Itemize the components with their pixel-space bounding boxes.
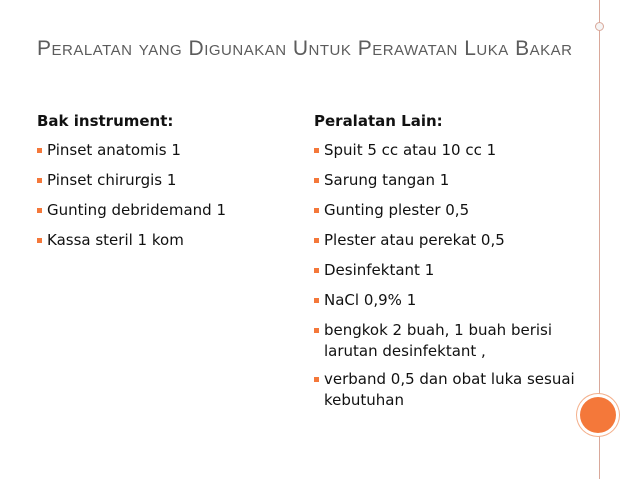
- list-item: [314, 200, 594, 221]
- list-item: [314, 320, 594, 362]
- square-bullet-icon: [37, 148, 42, 153]
- list-item-text: Desinfektant 1: [324, 261, 435, 279]
- list-item: [314, 369, 594, 411]
- list-item: [314, 140, 594, 161]
- slide-title: Peralatan yang Digunakan Untuk Perawatan Luka Bakar: [37, 37, 573, 60]
- square-bullet-icon: [314, 328, 319, 333]
- list-item: [314, 260, 594, 281]
- list-item-text: Kassa steril 1 kom: [47, 231, 184, 249]
- list-item-text: verband 0,5 dan obat luka sesuai kebutuhan: [324, 370, 575, 409]
- list-item-text: Pinset anatomis 1: [47, 141, 181, 159]
- square-bullet-icon: [37, 208, 42, 213]
- square-bullet-icon: [314, 377, 319, 382]
- list-item: [314, 170, 594, 191]
- list-item-text: Gunting debridemand 1: [47, 201, 226, 219]
- square-bullet-icon: [37, 238, 42, 243]
- square-bullet-icon: [314, 148, 319, 153]
- square-bullet-icon: [314, 298, 319, 303]
- left-column: [37, 110, 297, 260]
- decorative-dot-top: [595, 22, 604, 31]
- list-item: [37, 200, 297, 221]
- square-bullet-icon: [314, 208, 319, 213]
- list-item: [37, 230, 297, 251]
- square-bullet-icon: [314, 238, 319, 243]
- list-item-text: Gunting plester 0,5: [324, 201, 470, 219]
- right-column: [314, 110, 594, 418]
- list-item: [37, 170, 297, 191]
- list-item-text: Spuit 5 cc atau 10 cc 1: [324, 141, 497, 159]
- list-item: [314, 290, 594, 311]
- list-item: [37, 140, 297, 161]
- list-item-text: NaCl 0,9% 1: [324, 291, 417, 309]
- list-item-text: Plester atau perekat 0,5: [324, 231, 505, 249]
- square-bullet-icon: [314, 178, 319, 183]
- left-column-heading: Bak instrument:: [37, 112, 174, 130]
- list-item-text: Pinset chirurgis 1: [47, 171, 177, 189]
- list-item-text: Sarung tangan 1: [324, 171, 450, 189]
- list-item-text: bengkok 2 buah, 1 buah berisi larutan desinfektant ,: [324, 321, 553, 360]
- list-item: [314, 230, 594, 251]
- square-bullet-icon: [37, 178, 42, 183]
- square-bullet-icon: [314, 268, 319, 273]
- right-column-heading: Peralatan Lain:: [314, 112, 443, 130]
